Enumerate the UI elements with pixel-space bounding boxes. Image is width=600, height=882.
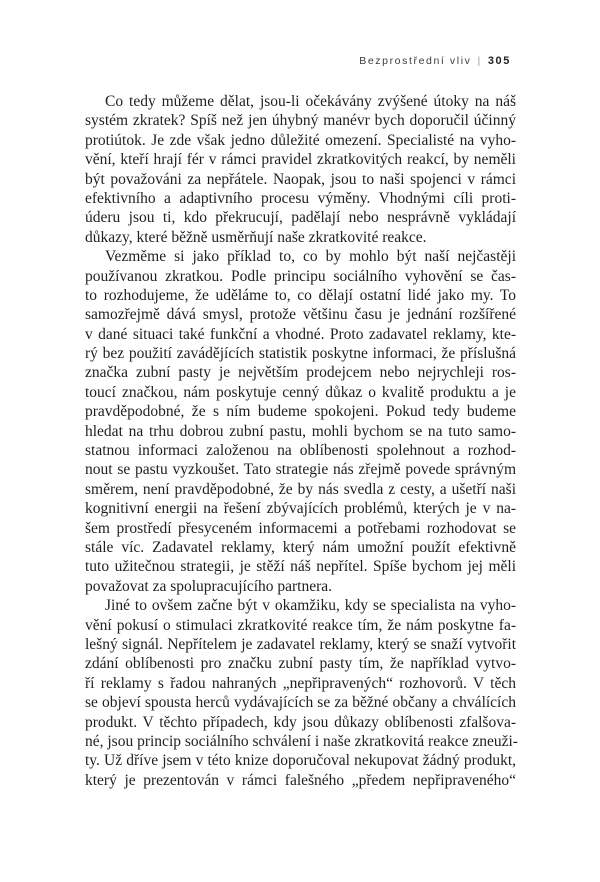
text-line: Jiné to ovšem začne být v okamžiku, kdy se specialista na vyho- [105, 597, 516, 615]
text-line: statnou informaci založenou na oblíbenosti spolehnout a rozhod- [85, 442, 516, 460]
text-line: to rozhodujeme, že uděláme to, co dělají ostatní lidé jako my. To [85, 286, 516, 304]
text-line: který je prezentován v rámci falešného „předem nepřipraveného“ [85, 771, 516, 789]
text-line: produkt. V těchto případech, kdy jsou důkazy oblíbenosti zfalšova- [85, 713, 516, 731]
text-line: důkazy, které běžně usměrňují naše zkratkovité reakce. [85, 228, 427, 246]
section-title: Bezprostřední vliv [359, 55, 472, 67]
text-line: lešný signál. Nepřítelem je zadavatel reklamy, který se snaží vytvořit [85, 635, 516, 653]
page-number: 305 [487, 55, 511, 67]
text-line: používanou zkratkou. Podle principu sociálního vyhovění se čas- [85, 267, 516, 285]
paragraph [85, 596, 516, 790]
text-line: tuto užitečnou strategii, je stěží náš nepřítel. Spíše bychom jej měli [85, 558, 516, 576]
text-line: kognitivní energii na řešení zbývajících problémů, kterých je v na- [85, 500, 516, 518]
text-line: Vezměme si jako příklad to, co by mohlo být naší nejčastěji [105, 248, 516, 266]
text-line: né, jsou princip sociálního schválení i naše zkratkovitá reakce zneuži- [85, 732, 518, 750]
text-line: v dané situaci také funkční a vhodné. Proto zadavatel reklamy, kte- [85, 325, 516, 343]
text-line: systém zkratek? Spíš než jen úhybný manévr bych doporučil účinný [85, 112, 516, 130]
text-line: Co tedy můžeme dělat, jsou-li očekávány zvýšené útoky na náš [105, 93, 516, 110]
text-line: zdání oblíbenosti pro značku zubní pasty tím, že například vytvo- [85, 655, 516, 673]
text-line: pravděpodobné, že s ním budeme spokojeni. Pokud tedy budeme [85, 403, 516, 421]
body-text [85, 92, 516, 790]
text-line: šem prostředí přesyceném informacemi a potřebami rozhodovat se [85, 519, 516, 537]
header-separator: | [477, 55, 482, 67]
text-line: úderu jsou ti, kdo překrucují, padělají nebo nesprávně vykládají [85, 209, 516, 227]
text-line: efektivního a adaptivního procesu výměny. Vhodnými cíli proti- [85, 189, 516, 207]
text-line: být považováni za nepřátele. Naopak, jsou to naši spojenci v rámci [85, 170, 516, 188]
running-header [85, 55, 511, 67]
paragraph [85, 92, 516, 247]
text-line: směrem, není pravděpodobné, že by nás svedla z cesty, a ušetří naši [85, 480, 516, 498]
text-line: hledat na trhu dobrou zubní pastu, mohli bychom se na tuto samo- [85, 422, 516, 440]
text-line: protiútok. Je zde však jedno důležité omezení. Specialisté na vyho- [85, 131, 516, 149]
text-line: považovat za spolupracujícího partnera. [85, 577, 333, 595]
text-line: vění, kteří hrají fér v rámci pravidel zkratkovitých reakcí, by neměli [85, 151, 516, 169]
text-line: rý bez použití zavádějících statistik poskytne informaci, že příslušná [85, 345, 516, 363]
paragraph [85, 247, 516, 596]
text-line: se objeví spousta herců vydávajících se za běžné občany a chválících [85, 694, 516, 712]
text-line: toucí značkou, nám poskytuje cenný důkaz o kvalitě produktu a je [85, 383, 516, 401]
text-line: nout se pastu vyzkoušet. Tato strategie nás zřejmě povede správným [85, 461, 516, 479]
text-line: ří reklamy s řadou nahraných „nepřipravených“ rozhovorů. V těch [85, 674, 516, 692]
text-line: stále víc. Zadavatel reklamy, který nám umožní použít efektivně [85, 538, 516, 556]
text-line: značka zubní pasty je největším prodejcem nebo nejrychleji ros- [85, 364, 516, 382]
text-line: samozřejmě dává smysl, protože většinu času je jednání rozšířené [85, 306, 516, 324]
text-line: vění pokusí o stimulaci zkratkovité reakce tím, že nám poskytne fa- [85, 616, 516, 634]
text-line: ty. Už dříve jsem v této knize doporučoval nekupovat žádný produkt, [85, 752, 516, 770]
